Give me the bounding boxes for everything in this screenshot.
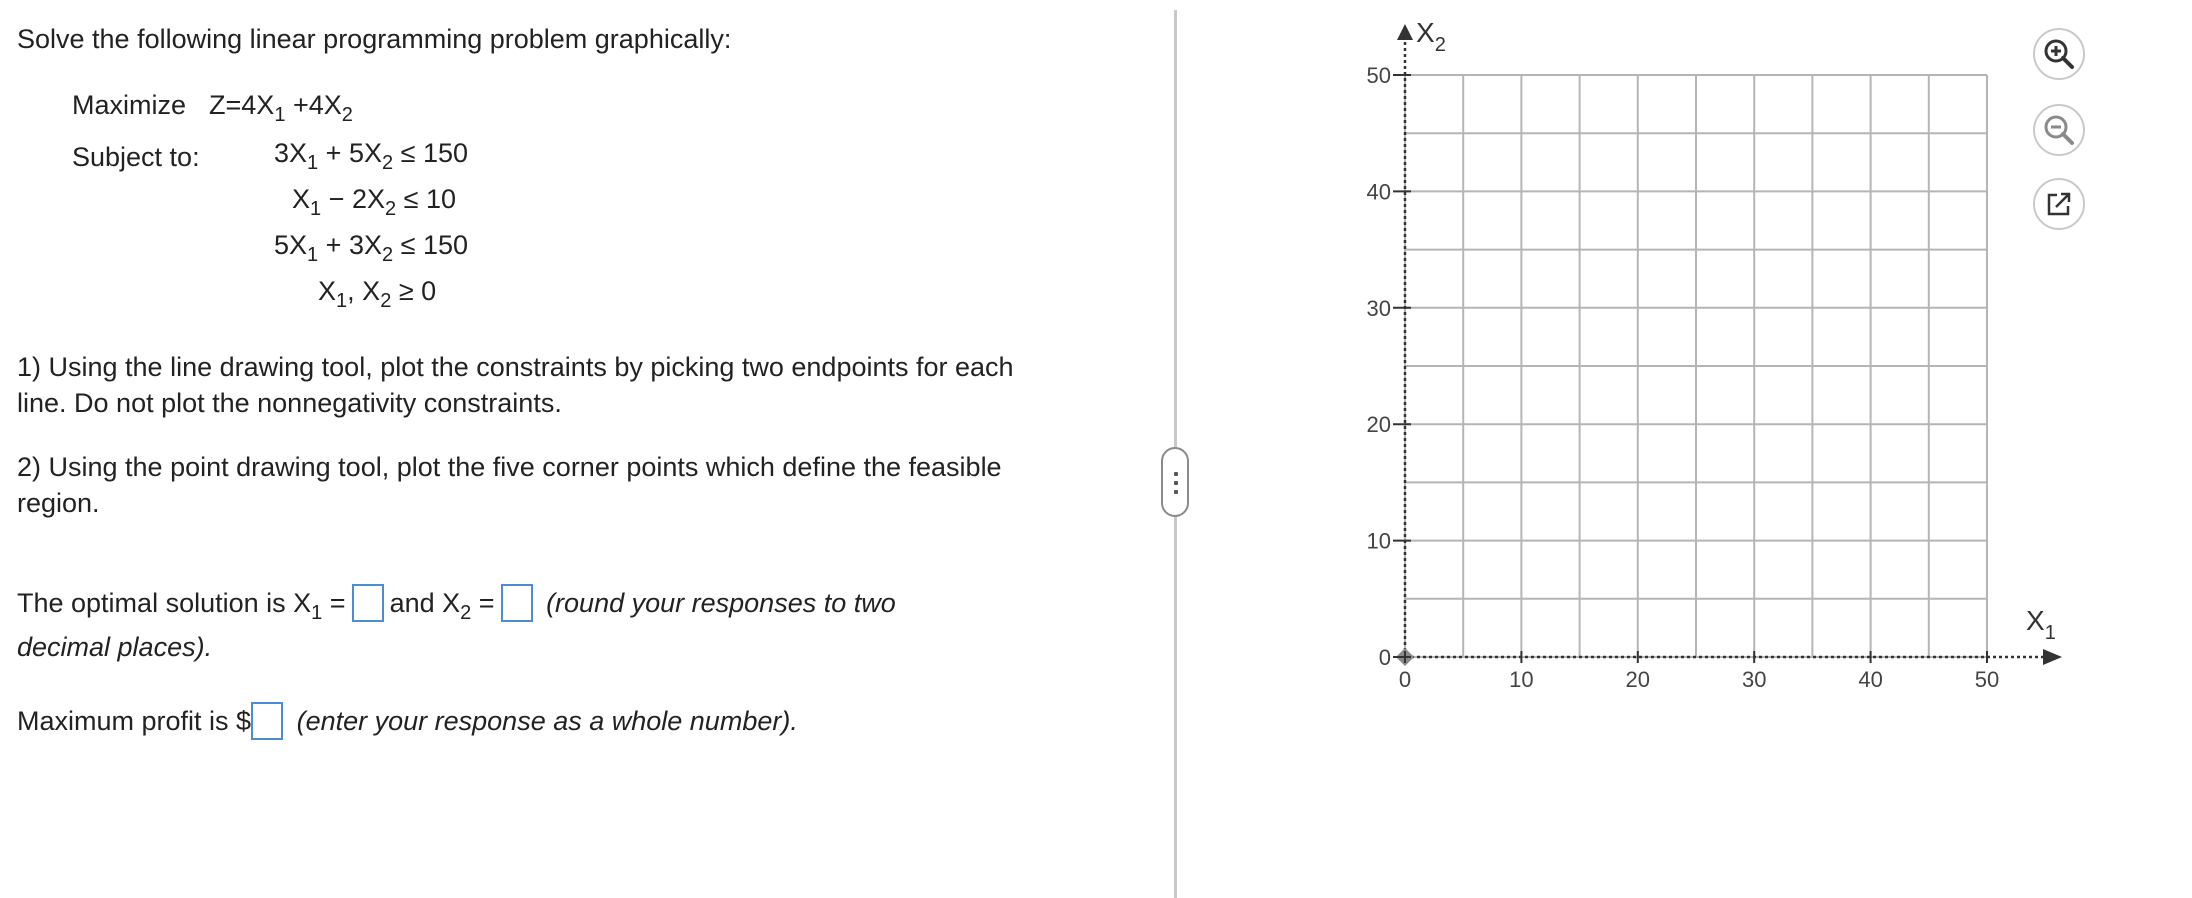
axes (1396, 24, 2062, 666)
instruction-1-line-1: 1) Using the line drawing tool, plot the constraints by picking two endpoints for each (17, 352, 1014, 382)
x-axis-label: $X_1$ (2026, 605, 2056, 644)
round-hint-continued: decimal places). (17, 632, 213, 662)
external-link-icon (2044, 189, 2074, 219)
constraint-3: $5X_1 + 3X_2 \le 150$ (274, 230, 469, 266)
x-tick-label: 0 (1398, 667, 1412, 692)
x-tick-label: 10 (1509, 667, 1534, 692)
objective-function: $Z=4X_1 +4X_2$ (209, 90, 353, 126)
grid (1405, 75, 1987, 657)
x2-answer-input[interactable] (501, 584, 533, 622)
resize-handle[interactable] (1161, 447, 1189, 517)
y-tick-label: 10 (1366, 528, 1391, 554)
x-tick-label: 30 (1741, 667, 1767, 692)
y-tick-label: 40 (1366, 179, 1391, 205)
instruction-1-line-2: line. Do not plot the nonnegativity constraints. (17, 388, 562, 418)
y-tick-label: 0 (1378, 645, 1391, 670)
nonnegativity-constraint: $X_1$, $X_2 \ge 0$ (318, 276, 437, 312)
zoom-out-button[interactable] (2033, 104, 2085, 156)
graph-canvas[interactable] (1340, 10, 2080, 710)
x-tick-label: 40 (1858, 667, 1883, 692)
x1-answer-input[interactable] (352, 584, 384, 622)
optimal-solution-line: The optimal solution is $X_1$ = and $X_2$ = (round your responses to two (17, 584, 896, 622)
zoom-in-icon (2042, 37, 2076, 71)
y-axis-arrow (1397, 24, 1413, 40)
subject-to-label: Subject to: (72, 142, 200, 172)
instruction-2-line-2: region. (17, 488, 100, 518)
profit-answer-input[interactable] (251, 702, 283, 740)
max-profit-line: Maximum profit is $ (enter your response as a whole number). (17, 702, 798, 740)
y-tick-label: 30 (1366, 295, 1391, 321)
objective-label: Maximize (72, 90, 187, 120)
x-tick-label: 50 (1974, 667, 2000, 692)
constraint-2: $X_1 - 2X_2 \le 10$ (292, 184, 457, 220)
instruction-2-line-1: 2) Using the point drawing tool, plot the five corner points which define the feasible (17, 452, 1002, 482)
zoom-in-button[interactable] (2033, 28, 2085, 80)
zoom-out-icon (2042, 113, 2076, 147)
y-tick-label: 50 (1366, 63, 1391, 88)
x-axis-arrow (2043, 649, 2062, 665)
constraint-1: $3X_1 + 5X_2 \le 150$ (274, 138, 469, 174)
x-tick-label: 20 (1625, 667, 1651, 692)
pop-out-button[interactable] (2033, 178, 2085, 230)
y-tick-label: 20 (1366, 412, 1391, 438)
problem-heading: Solve the following linear programming problem graphically: (17, 24, 732, 54)
y-axis-label: $X_2$ (1416, 17, 1446, 56)
ticks (1367, 63, 2000, 692)
